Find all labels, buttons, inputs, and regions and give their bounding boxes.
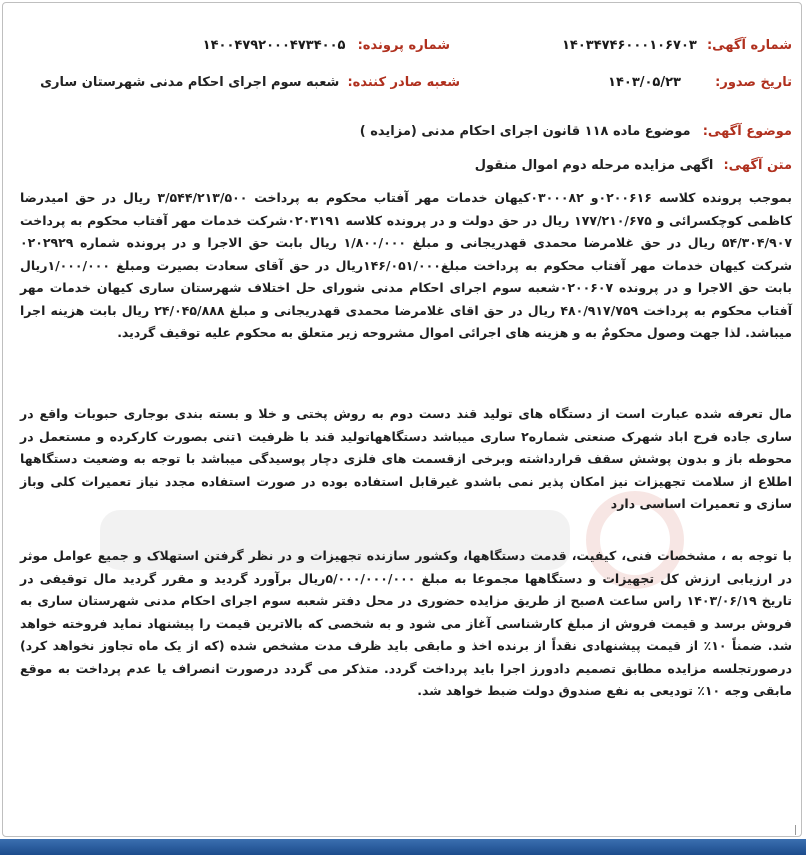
notice-number-label: شماره آگهی: [706,38,792,53]
issue-date-label: تاریخ صدور: [715,75,792,90]
file-number-value: ۱۴۰۰۴۷۹۲۰۰۰۴۷۳۴۰۰۵ [202,38,346,53]
notice-number-value: ۱۴۰۳۴۷۴۶۰۰۰۱۰۶۷۰۳ [561,38,697,53]
issuer-line [40,75,460,90]
body-title-line [475,158,792,173]
notice-number-line [562,38,792,53]
issuer-label: شعبه صادر کننده: [347,75,460,90]
issue-date-line [608,75,792,90]
subject-value: موضوع ماده ۱۱۸ قانون اجرای احکام مدنی (مزایده ) [359,124,691,139]
issuer-value: شعبه سوم اجرای احکام مدنی شهرستان ساری [40,75,340,90]
body-label: متن آگهی: [723,158,792,173]
paragraph-auction-terms: با توجه به ، مشخصات فنی، کیفیت، قدمت دستگاهها، وکشور سازنده تجهیزات و در نظر گرفتن استهلاک و جمیع عوامل موثر در ارزیابی ارزش کل تجهیزات و دستگاهها مجموعا به مبلغ ۵/۰۰۰/۰۰۰/۰۰۰ریال برآورد گردید و مقرر گردید مال توقیفی در تاریخ ۱۴۰۳/۰۶/۱۹ راس ساعت ۸صبح از طریق مزایده حضوری در محل دفتر شعبه سوم اجرای احکام مدنی شهرستان ساری به فروش برسد و قیمت فروش از مبلغ کارشناسی آغاز می شود و به شخصی که بالاترین قیمت را پیشنهاد نماید فروخته خواهد شد. ضمناً ۱۰٪ از قیمت پیشنهادی نقداً از برنده اخذ و مابقی باید ظرف مدت مشخص شده (که از یک ماه تجاوز نخواهد کرد) درصورتجلسه مزایده مطابق تصمیم دادورز اجرا باید پرداخت گردد. متذکر می گردد درصورت انصراف یا عدم پرداخت به موقع مابقی وجه ۱۰٪ تودیعی به نفع صندوق دولت ضبط خواهد شد. [20,548,793,698]
subject-line [360,124,792,139]
file-number-line [203,38,450,53]
issue-date-value: ۱۴۰۳/۰۵/۲۳ [608,75,681,90]
paragraph-judgments: بموجب پرونده کلاسه ۰۲۰۰۶۱۶و ۰۳۰۰۰۸۲کیهان خدمات مهر آفتاب محکوم به پرداخت ۳/۵۴۴/۲۱۳/۵۰۰ ریال در حق امیدرضا کاظمی کوچکسرائی و ۱۷۷/۲۱۰/۶۷۵ ریال در حق دولت و در پرونده کلاسه ۰۲۰۳۱۹۱شرکت خدمات مهر آفتاب محکوم به پرداخت ۵۴/۳۰۴/۹۰۷ ریال در حق غلامرضا محمدی قهدریجانی و مبلغ ۱/۸۰۰/۰۰۰ ریال بابت حق الاجرا و در پرونده شماره ۰۲۰۲۹۲۹ شرکت کیهان خدمات مهر آفتاب محکوم به پرداخت مبلغ۱۴۶/۰۵۱/۰۰۰ریال در حق آقای سعادت بصیرت ومبلغ ۱/۰۰۰/۰۰۰ریال بابت حق الاجرا و در پرونده ۰۲۰۰۶۰۷شعبه سوم اجرای احکام مدنی شورای حل اختلاف شهرستان ساری کیهان خدمات مهر آفتاب محکوم به پرداخت ۴۸۰/۹۱۷/۷۵۹ ریال در حق اقای غلامرضا محمدی قهدریجانی و مبلغ ۲۴/۰۴۵/۸۸۸ ریال بابت هزینه اجرا میباشد. لذا جهت وصول محکومٌ به و هزینه های اجرائی اموال مشروحه زیر متعلق به محکوم علیه توقیف گردید. [20,190,793,340]
resize-corner[interactable] [795,825,804,835]
body-title: اگهی مزایده مرحله دوم اموال منقول [474,158,714,173]
paragraph-property-description: مال تعرفه شده عبارت است از دستگاه های تولید قند دست دوم به روش پختی و خلا و بسته بندی بوجاری حبوبات واقع در ساری جاده فرح اباد شهرک صنعتی شماره۲ ساری میباشد دستگاهها‌تولید قند با ظرفیت ۱تنی بصورت کارکرده و مستعمل در محوطه باز و بدون پوشش سقف قرارداشته وبرخی ازقسمت های فلزی دچار پوسیدگی میباشد با توجه به وضعیت دستگاهها اطلاع از سلامت تجهیزات نیز امکان پذیر نمی باشدو غیرقابل استفاده بوده در صورت استفاده مجدد نیاز تعمیرات کلی وباز سازی و تعمیرات اساسی دارد [20,406,793,511]
subject-label: موضوع آگهی: [702,124,792,139]
file-number-label: شماره پرونده: [357,38,450,53]
bottom-bar [0,839,806,855]
